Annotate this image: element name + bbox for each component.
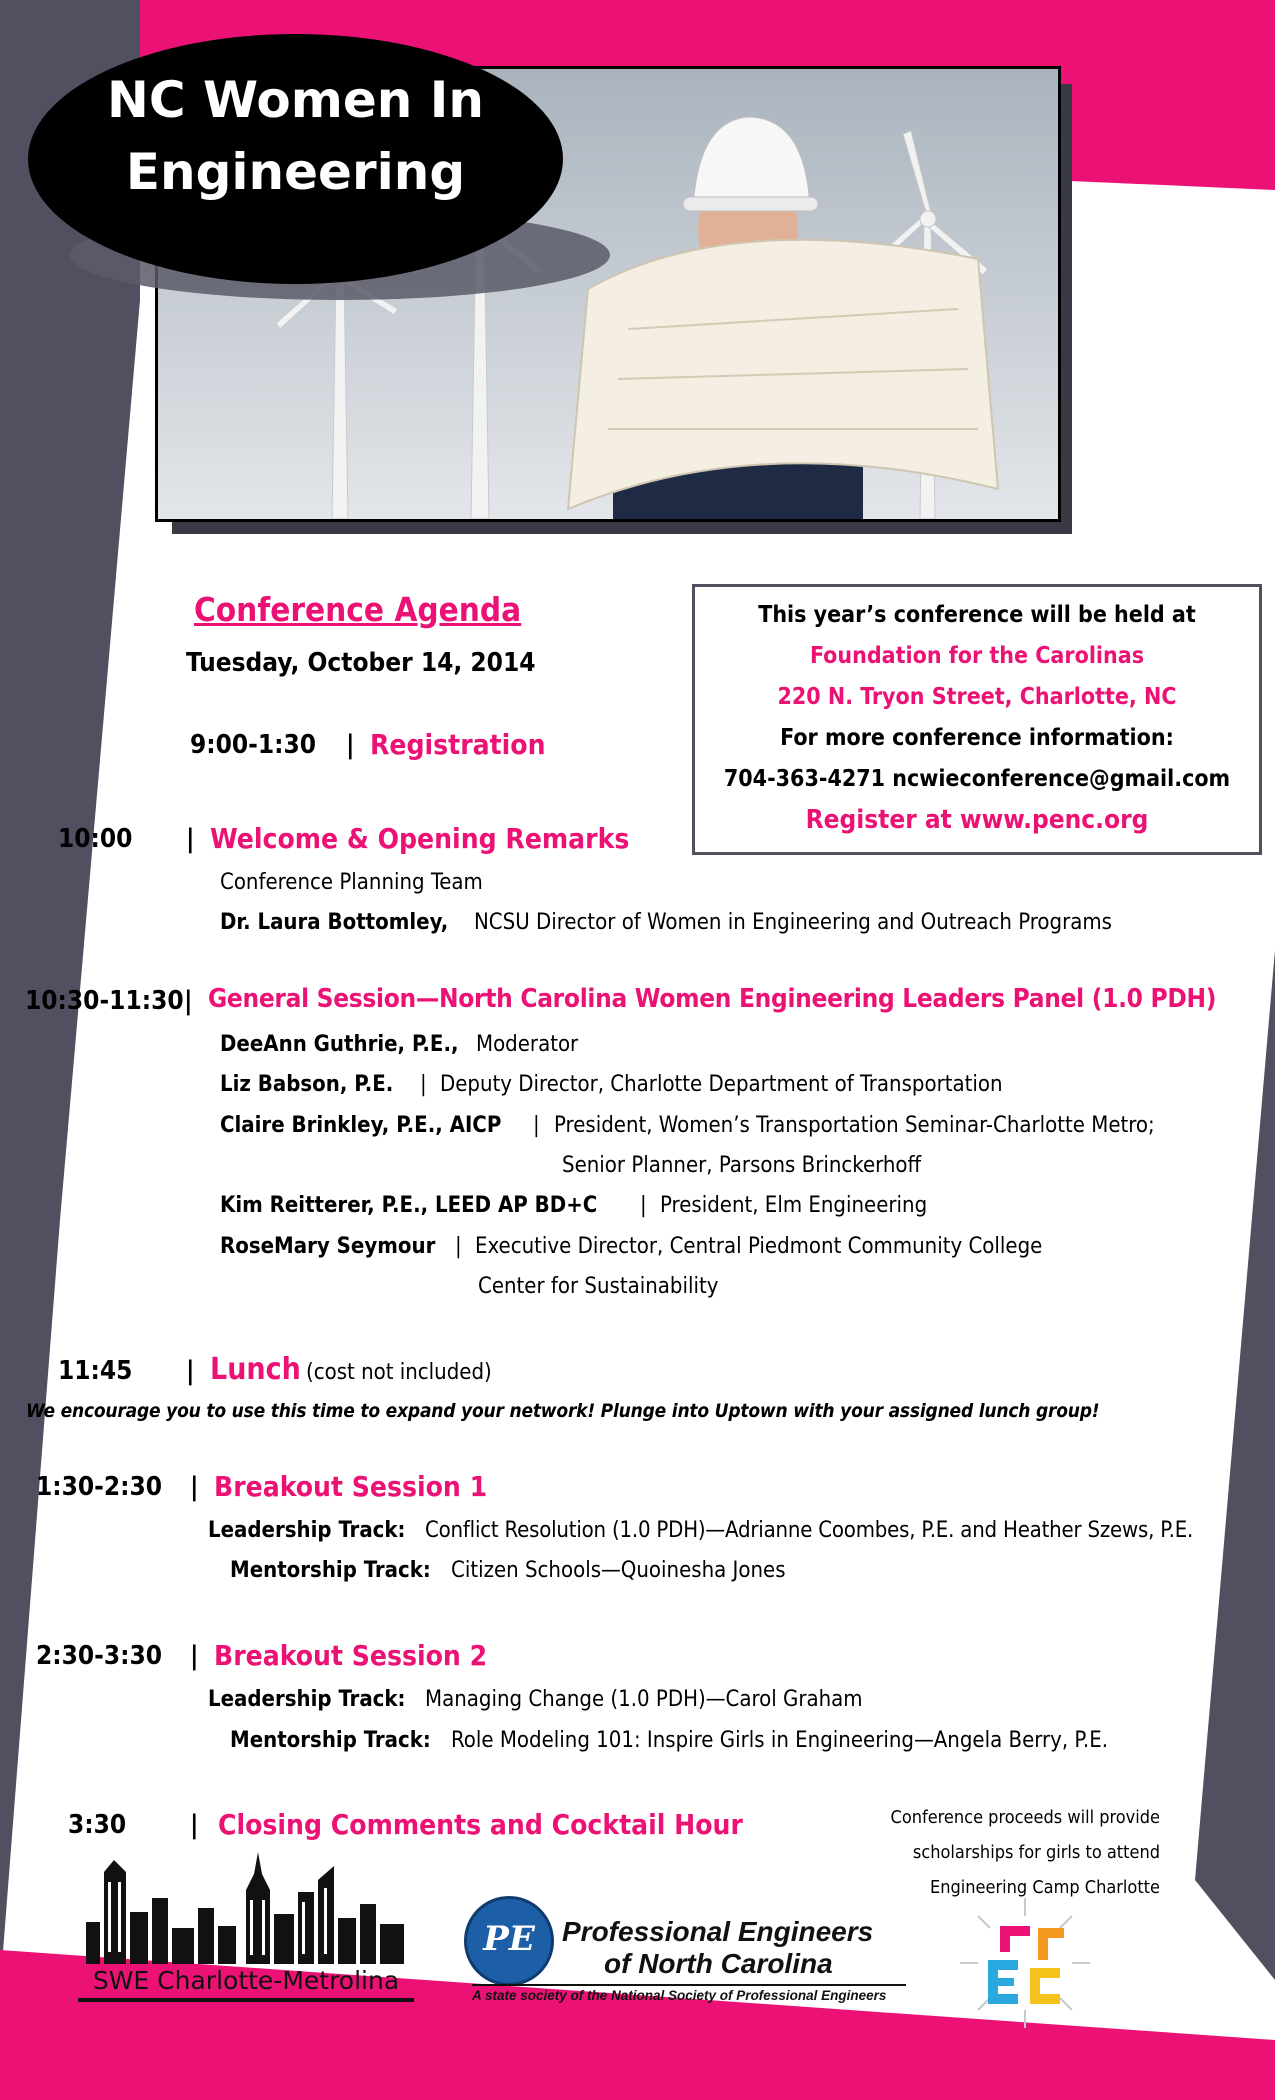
panel-4-sep: | xyxy=(455,1234,462,1259)
item-lunch: Lunch xyxy=(210,1352,301,1387)
charlotte-skyline-icon xyxy=(78,1852,414,1964)
item-breakout-1: Breakout Session 1 xyxy=(214,1470,488,1503)
scholarship-note xyxy=(870,1800,1160,1905)
panel-1-name: Liz Babson, P.E. xyxy=(220,1072,394,1097)
time-breakout-2: 2:30-3:30 xyxy=(36,1641,163,1671)
panel-1-sep: | xyxy=(420,1072,427,1097)
item-general-session: General Session—North Carolina Women Engineering Leaders Panel (1.0 PDH) xyxy=(208,984,1217,1014)
time-closing: 3:30 xyxy=(68,1810,127,1840)
pe-seal-text: PE xyxy=(483,1919,535,1959)
sep-breakout-2: | xyxy=(190,1641,199,1671)
panel-2-name: Claire Brinkley, P.E., AICP xyxy=(220,1113,502,1138)
item-registration: Registration xyxy=(370,728,546,761)
more-info-label: For more conference information: xyxy=(780,725,1174,751)
pe-seal xyxy=(464,1896,554,1986)
item-breakout-2: Breakout Session 2 xyxy=(214,1639,488,1672)
panel-2-sep: | xyxy=(533,1113,540,1138)
scholarship-line-1: Conference proceeds will provide xyxy=(890,1807,1160,1828)
welcome-team: Conference Planning Team xyxy=(220,870,483,895)
welcome-speaker-name: Dr. Laura Bottomley, xyxy=(220,910,449,935)
slate-stripe-right xyxy=(1195,950,1275,1980)
panel-moderator-name: DeeAnn Guthrie, P.E., xyxy=(220,1032,459,1057)
swe-logo-text: SWE Charlotte-Metrolina xyxy=(92,1966,400,1995)
breakout-1-ment-text: Citizen Schools—Quoinesha Jones xyxy=(451,1558,786,1583)
contact-info: 704-363-4271 ncwieconference@gmail.com xyxy=(723,766,1231,792)
lunch-message: We encourage you to use this time to expand your network! Plunge into Uptown with your assigned lunch group! xyxy=(26,1400,1100,1422)
sep-breakout-1: | xyxy=(190,1472,199,1502)
camp-logo xyxy=(960,1898,1090,2028)
agenda-heading: Conference Agenda xyxy=(194,590,522,629)
panel-moderator-role: Moderator xyxy=(476,1032,579,1057)
panel-3-role: President, Elm Engineering xyxy=(660,1193,928,1218)
pe-name-line-1: Professional Engineers xyxy=(562,1916,874,1947)
panel-4-role: Executive Director, Central Piedmont Community College xyxy=(475,1234,1043,1259)
panel-2-role-2: Senior Planner, Parsons Brinckerhoff xyxy=(562,1153,922,1178)
panel-4-role-2: Center for Sustainability xyxy=(478,1274,719,1299)
title-line-2: Engineering xyxy=(125,143,466,201)
breakout-2-ment-text: Role Modeling 101: Inspire Girls in Engineering—Angela Berry, P.E. xyxy=(451,1728,1108,1753)
scholarship-line-2: scholarships for girls to attend xyxy=(912,1842,1160,1863)
title-line-1: NC Women In xyxy=(107,71,484,129)
page-title xyxy=(28,64,563,208)
time-breakout-1: 1:30-2:30 xyxy=(36,1472,163,1502)
breakout-2-lead-label: Leadership Track: xyxy=(208,1687,406,1712)
venue-info-box xyxy=(692,584,1262,855)
lunch-note: (cost not included) xyxy=(306,1360,492,1385)
venue-address: 220 N. Tryon Street, Charlotte, NC xyxy=(777,684,1177,710)
pe-logo xyxy=(464,1892,914,2004)
breakout-2-ment-label: Mentorship Track: xyxy=(230,1728,431,1753)
time-general-session: 10:30-11:30 xyxy=(25,986,184,1016)
time-welcome: 10:00 xyxy=(58,824,133,854)
swe-logo xyxy=(78,1852,414,2004)
swe-logo-underline xyxy=(78,1998,414,2002)
venue-intro: This year’s conference will be held at xyxy=(758,602,1196,628)
breakout-1-lead-text: Conflict Resolution (1.0 PDH)—Adrianne Coombes, P.E. and Heather Szews, P.E. xyxy=(425,1518,1194,1543)
sep-welcome: | xyxy=(186,824,195,854)
time-registration: 9:00-1:30 xyxy=(190,730,317,760)
pe-tagline: A state society of the National Society of Professional Engineers xyxy=(472,1988,887,2003)
agenda-date: Tuesday, October 14, 2014 xyxy=(186,648,536,678)
camp-burst-icon xyxy=(960,1898,1090,2028)
breakout-2-lead-text: Managing Change (1.0 PDH)—Carol Graham xyxy=(425,1687,863,1712)
sep-general-session: | xyxy=(184,986,193,1016)
venue-name: Foundation for the Carolinas xyxy=(809,643,1145,669)
sep-closing: | xyxy=(190,1810,199,1840)
pe-name-line-2: of North Carolina xyxy=(604,1948,833,1979)
item-closing: Closing Comments and Cocktail Hour xyxy=(218,1808,743,1841)
item-welcome: Welcome & Opening Remarks xyxy=(210,822,630,855)
breakout-1-ment-label: Mentorship Track: xyxy=(230,1558,431,1583)
time-lunch: 11:45 xyxy=(58,1356,133,1386)
panel-1-role: Deputy Director, Charlotte Department of Transportation xyxy=(440,1072,1003,1097)
sep-registration: | xyxy=(346,730,355,760)
panel-4-name: RoseMary Seymour xyxy=(220,1234,436,1259)
pe-divider xyxy=(472,1984,906,1986)
register-link[interactable]: Register at www.penc.org xyxy=(805,805,1149,835)
panel-3-name: Kim Reitterer, P.E., LEED AP BD+C xyxy=(220,1193,598,1218)
scholarship-line-3: Engineering Camp Charlotte xyxy=(930,1877,1160,1898)
sep-lunch: | xyxy=(186,1356,195,1386)
breakout-1-lead-label: Leadership Track: xyxy=(208,1518,406,1543)
panel-2-role: President, Women’s Transportation Seminar-Charlotte Metro; xyxy=(554,1113,1155,1138)
panel-3-sep: | xyxy=(640,1193,647,1218)
welcome-speaker-role: NCSU Director of Women in Engineering and Outreach Programs xyxy=(474,910,1112,935)
